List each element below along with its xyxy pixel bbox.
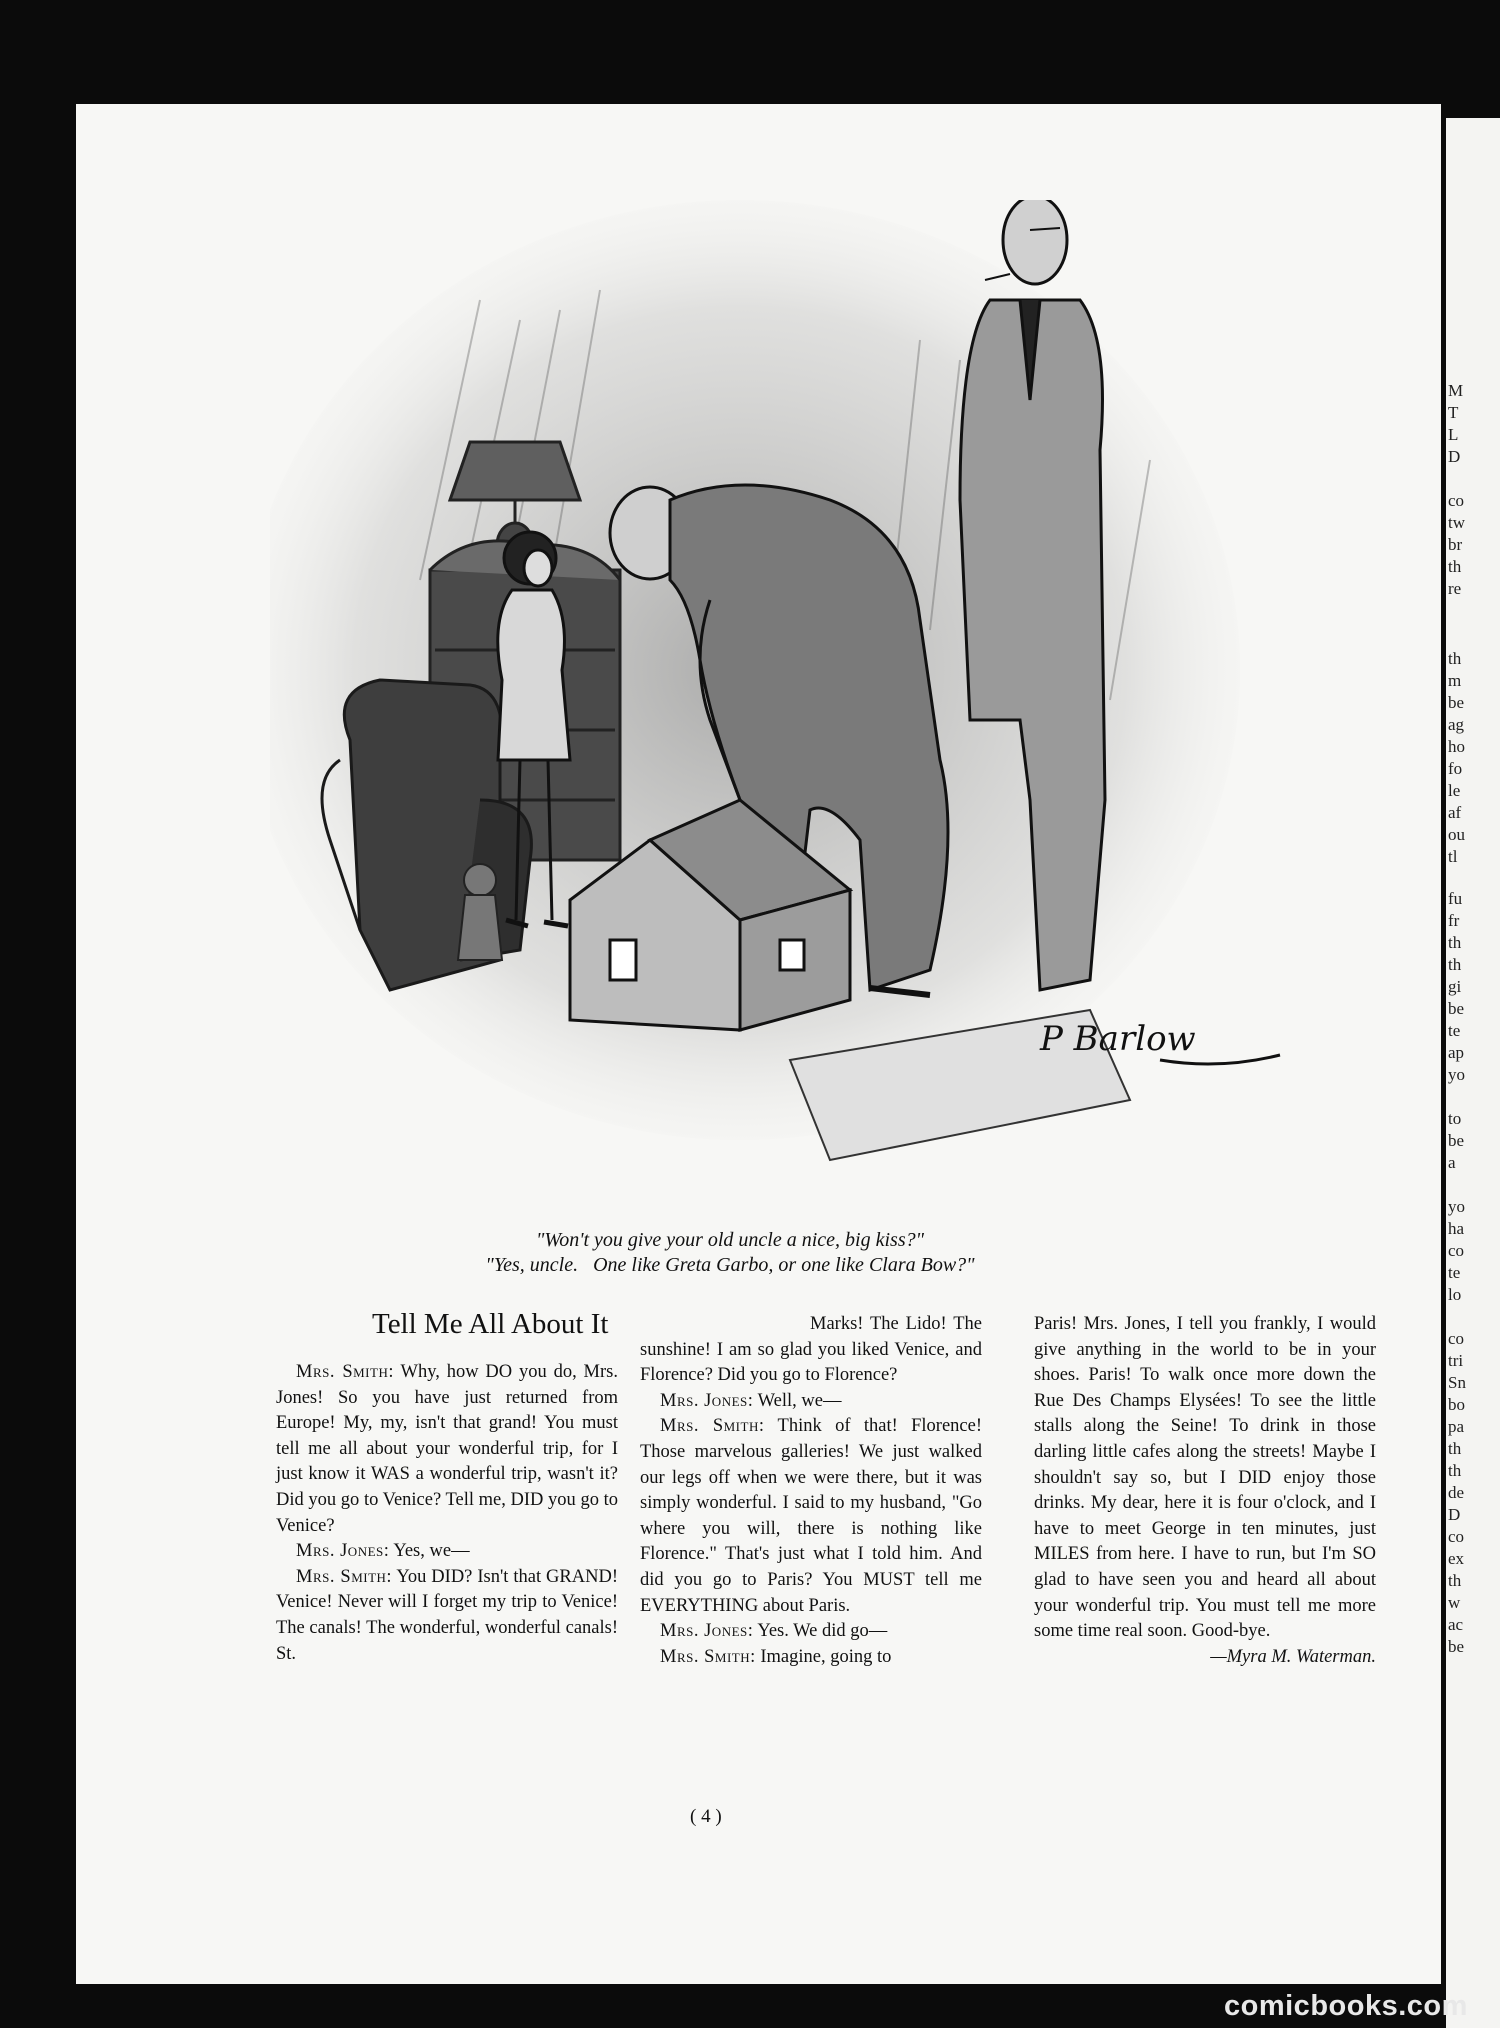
doll [458,864,502,960]
adjacent-page-text-fragment: th [1448,955,1462,974]
adjacent-page-text-fragment: th [1448,933,1462,952]
cartoon-caption [300,1228,1160,1278]
dialogue-text: Well, we— [753,1390,842,1411]
adjacent-page-text-fragment: ou [1448,825,1465,844]
adjacent-page-text-fragment: to [1448,1109,1462,1128]
article-title: Tell Me All About It [372,1308,609,1340]
adjacent-page-text-fragment: fo [1448,759,1463,778]
adjacent-page-text-fragment: co [1448,491,1465,510]
article-column-3 [1034,1312,1376,1675]
adjacent-page-text-fragment: yo [1448,1197,1465,1216]
adjacent-page-text-fragment: co [1448,1527,1465,1546]
dialogue-text: Yes, we— [389,1541,470,1562]
dialogue-paragraph [640,1619,982,1645]
dialogue-paragraph [640,1414,982,1619]
adjacent-page-text-fragment: le [1448,781,1461,800]
dialogue-continuation: Marks! The Lido! The sunshine! I am so glad you liked Venice, and Florence? Did you go to Florence? [640,1314,982,1386]
article-column-1 [276,1360,618,1667]
adjacent-page-text-fragment: th [1448,1571,1462,1590]
adjacent-page-text-fragment: be [1448,693,1465,712]
adjacent-page-text-fragment: de [1448,1483,1465,1502]
adjacent-page-text-fragment: th [1448,1439,1462,1458]
speaker-label: Mrs. Smith: [660,1416,765,1437]
adjacent-page-text-fragment: L [1448,425,1459,444]
adjacent-page-text-fragment: yo [1448,1065,1465,1084]
adjacent-page-text-fragment: re [1448,579,1462,598]
adjacent-page-text-fragment: ap [1448,1043,1465,1062]
dialogue-paragraph [276,1539,618,1565]
adjacent-page-edge [1446,118,1500,2028]
adjacent-page-text-fragment: af [1448,803,1462,822]
dialogue-paragraph [276,1565,618,1667]
dialogue-paragraph [640,1389,982,1415]
dialogue-text: Why, how DO you do, Mrs. Jones! So you have just returned from Europe! My, my, isn't that grand! You must tell me all about your wonderful trip, for I just know it WAS a wonderful trip, wasn't it? Did you go to Venice? Tell me, DID you go to Venice? [276,1362,618,1536]
adjacent-page-text-fragment: te [1448,1021,1461,1040]
speaker-label: Mrs. Smith: [296,1362,394,1382]
adjacent-page-text-fragment: D [1448,447,1461,466]
speaker-label: Mrs. Jones: [296,1541,390,1562]
dialogue-text: Yes. We did go— [753,1621,888,1642]
adjacent-page-text-fragment: th [1448,557,1462,576]
adjacent-page-text-fragment: gi [1448,977,1462,996]
adjacent-page-text-fragment: ho [1448,737,1465,756]
adjacent-page-text-fragment: ag [1448,715,1465,734]
article-author: —Myra M. Waterman. [1210,1646,1376,1667]
adjacent-page-text-fragment: a [1448,1153,1456,1172]
adjacent-page-text-fragment: m [1448,671,1462,690]
dialogue-text: Think of that! Florence! Those marvelous galleries! We just walked our legs off when we were there, but it was simply wonderful. I said to my husband, "Go where you will, there is nothing like Florence." That's just what I told him. And did you go to Paris? You MUST tell me EVERYTHING about Paris. [640,1416,982,1616]
page-number: ( 4 ) [690,1806,722,1827]
article-column-2 [640,1312,982,1670]
adjacent-page-text-fragment: Sn [1448,1373,1466,1392]
dialogue-paragraph [640,1645,982,1671]
adjacent-page-text-fragment: fr [1448,911,1460,930]
adjacent-page-text-fragment: T [1448,403,1459,422]
adjacent-page-text-fragment: tl [1448,847,1458,866]
cartoon-illustration [270,200,1370,1220]
dialogue-text: Imagine, going to [755,1646,892,1667]
adjacent-page-text-fragment: br [1448,535,1463,554]
speaker-label: Mrs. Smith: [660,1646,756,1667]
watermark: comicbooks.com [1224,1990,1468,2022]
caption-line-1: "Won't you give your old uncle a nice, big kiss?" [535,1229,925,1251]
adjacent-page-text-fragment: be [1448,999,1465,1018]
adjacent-page-text-fragment: D [1448,1505,1461,1524]
adjacent-page-text-fragment: M [1448,381,1464,400]
adjacent-page-text-fragment: pa [1448,1417,1465,1436]
adjacent-page-text-fragment: ex [1448,1549,1465,1568]
adjacent-page-text-fragment: w [1448,1593,1461,1612]
adjacent-page-text-fragment: co [1448,1329,1465,1348]
adjacent-page-text-fragment: tri [1448,1351,1464,1370]
dialogue-continuation: Paris! Mrs. Jones, I tell you frankly, I would give anything in the world to be in your shoes. Paris! To walk once more down the Rue Des Champs Elysées! To see the little stalls along the Seine! To drink in those darling little cafes along the streets! Maybe I shouldn't say so, but I DID enjoy those drinks. My dear, here it is four o'clock, and I have to meet George in ten minutes, just MILES from here. I have to run, but I'm SO glad to have seen you and heard all about your wonderful trip. You must tell me more some time real soon. Good-bye. [1034,1314,1376,1642]
adjacent-page-text-fragment: tw [1448,513,1465,532]
adjacent-page-text-fragment: be [1448,1637,1465,1656]
adjacent-page-text-fragment: bo [1448,1395,1465,1414]
adjacent-page-text-fragment: th [1448,1461,1462,1480]
speaker-label: Mrs. Jones: [660,1390,754,1411]
artist-signature: P Barlow [1040,1019,1196,1059]
speaker-label: Mrs. Smith: [296,1566,393,1587]
dialogue-text: You DID? Isn't that GRAND! Venice! Never will I forget my trip to Venice! The canals! The wonderful, wonderful canals! St. [276,1566,618,1664]
adjacent-page-text-fragment: co [1448,1241,1465,1260]
dialogue-paragraph [276,1360,618,1539]
adjacent-page-text-fragment: th [1448,649,1462,668]
caption-line-2: "Yes, uncle. One like Greta Garbo, or one like Clara Bow?" [485,1254,975,1276]
adjacent-page-text-fragment: be [1448,1131,1465,1150]
speaker-label: Mrs. Jones: [660,1621,754,1642]
adjacent-page-text-fragment: lo [1448,1285,1462,1304]
adjacent-page-text-fragment: ac [1448,1615,1464,1634]
adjacent-page-text-fragment: ha [1448,1219,1465,1238]
adjacent-page-text-fragment: fu [1448,889,1463,908]
adjacent-page-text-fragment: te [1448,1263,1461,1282]
